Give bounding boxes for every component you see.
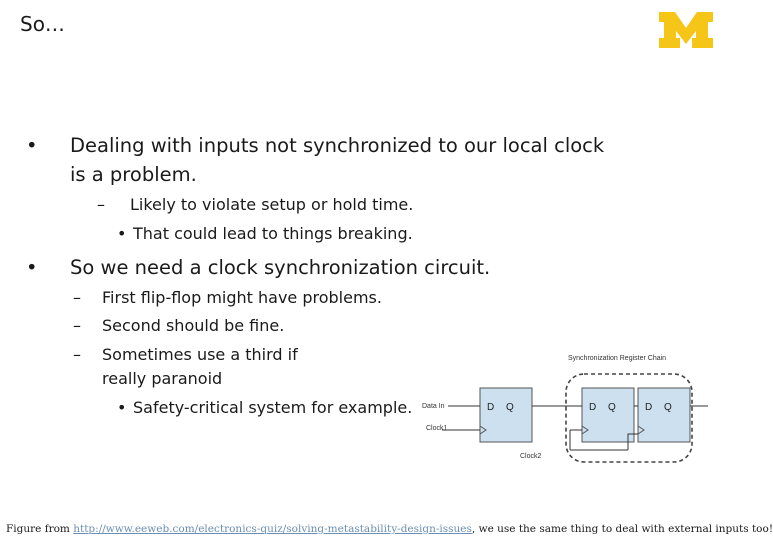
dash-marker: –: [73, 345, 81, 364]
ff3-q-label: Q: [664, 402, 672, 413]
bullet-2-line1: So we need a clock synchronization circuit.: [70, 256, 491, 279]
synchronizer-diagram: [420, 338, 718, 468]
bullet-2-subsub-1: Safety-critical system for example.: [133, 398, 413, 417]
diagram-title: Synchronization Register Chain: [568, 355, 667, 362]
ff3-d-label: D: [645, 402, 653, 413]
figure-source-link[interactable]: http://www.eeweb.com/electronics-quiz/solving-metastability-design-issues: [73, 523, 472, 535]
bullet-marker: •: [117, 224, 127, 243]
figure-credit-prefix: Figure from: [6, 523, 74, 535]
bullet-marker: •: [26, 134, 38, 157]
flip-flop-2: [582, 388, 634, 442]
slide-title: So…: [20, 12, 65, 36]
ff2-q-label: Q: [608, 402, 616, 413]
bullet-2-sub-3-line1: Sometimes use a third if: [102, 345, 298, 364]
flip-flop-1: [480, 388, 532, 442]
clock2-label: Clock2: [520, 453, 542, 460]
dash-marker: –: [73, 316, 81, 335]
figure-credit-suffix: , we use the same thing to deal with external inputs too!: [471, 523, 773, 535]
bullet-marker: •: [117, 398, 127, 417]
university-logo-icon: [656, 8, 716, 52]
bullet-marker: •: [26, 256, 38, 279]
bullet-1-line2: is a problem.: [70, 163, 197, 186]
bullet-2-sub-2: Second should be fine.: [102, 316, 285, 335]
dash-marker: –: [73, 288, 81, 307]
bullet-1-sub-1: Likely to violate setup or hold time.: [130, 195, 414, 214]
data-in-label: Data In: [422, 403, 445, 410]
bullet-2-sub-3-line2: really paranoid: [102, 369, 223, 388]
ff1-d-label: D: [487, 402, 495, 413]
ff1-q-label: Q: [506, 402, 514, 413]
bullet-1-line1: Dealing with inputs not synchronized to our local clock: [70, 134, 605, 157]
bullet-2-sub-1: First flip-flop might have problems.: [102, 288, 382, 307]
bullet-1-subsub-1: That could lead to things breaking.: [133, 224, 413, 243]
figure-credit: [6, 523, 773, 535]
dash-marker: –: [97, 195, 105, 214]
ff2-d-label: D: [589, 402, 597, 413]
clock1-label: Clock1: [426, 425, 448, 432]
flip-flop-3: [638, 388, 690, 442]
